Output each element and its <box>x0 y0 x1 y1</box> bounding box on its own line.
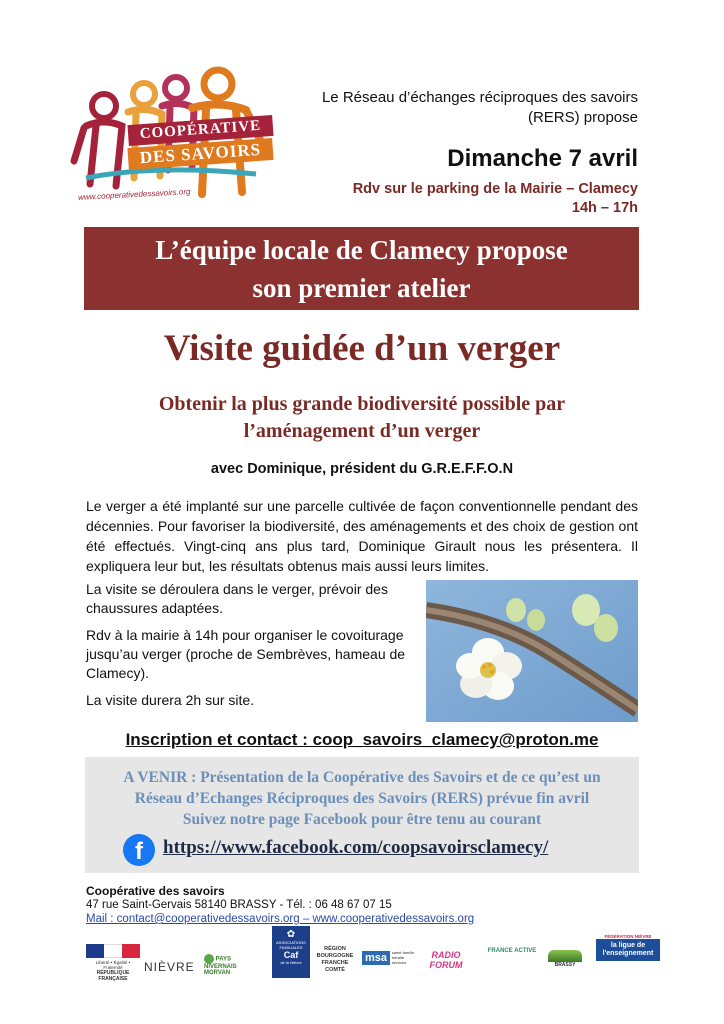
workshop-subtitle <box>0 391 724 445</box>
title-banner <box>84 227 639 310</box>
logo-url: www.cooperativedessavoirs.org <box>77 187 191 202</box>
partner-logos <box>86 930 666 980</box>
footer-org: Coopérative des savoirs <box>86 884 225 898</box>
caf-emblem-icon: ✿ <box>286 929 296 940</box>
meeting-time: 14h – 17h <box>571 200 638 216</box>
rf-name: RÉPUBLIQUE FRANÇAISE <box>96 970 130 982</box>
hills-icon <box>548 950 582 962</box>
upcoming-text <box>85 767 639 830</box>
logo-line1: COOPÉRATIVE <box>127 115 273 146</box>
facebook-icon: f <box>123 834 155 866</box>
subtitle-line2: l’aménagement d’un verger <box>243 420 481 442</box>
facebook-link[interactable]: https://www.facebook.com/coopsavoirsclamecy/ <box>163 837 549 858</box>
logo-wordmark <box>128 117 273 174</box>
footer <box>86 884 474 926</box>
rf-motto: Liberté • Égalité • Fraternité <box>95 960 131 970</box>
visit-shoes: La visite se déroulera dans le verger, prévoir des chaussures adaptées. <box>86 581 388 616</box>
region-bfc-logo: RÉGION BOURGOGNE FRANCHE COMTÉ <box>316 946 354 973</box>
pays-nivernais-logo: PAYS NIVERNAIS MORVAN <box>204 954 256 976</box>
upcoming-line2: Réseau d’Echanges Réciproques des Savoirs (RERS) prévue fin avril <box>134 790 590 807</box>
footer-site-link[interactable]: www.cooperativedessavoirs.org <box>312 913 475 925</box>
footer-address: 47 rue Saint-Gervais 58140 BRASSY - Tél. : 06 48 67 07 15 <box>86 899 392 911</box>
event-date: Dimanche 7 avril <box>447 145 638 172</box>
description-paragraph: Le verger a été implanté sur une parcelle cultivée de façon conventionnelle pendant des décennies. Pour favoriser la biodiversité, des aménagements et des choix de gestion ont été effectués. Vingt-cinq ans plus tard, Dominique Girault nous les présentera. Il expliquera leur but, les résultats obtenus mais aussi leurs limites. <box>86 498 638 574</box>
republique-francaise-logo <box>86 944 140 982</box>
radio-forum-logo: RADIO FORUM <box>429 950 463 970</box>
visit-carpool: Rdv à la mairie à 14h pour organiser le covoiturage jusqu’au verger (proche de Sembrèves, hameau de Clamecy). <box>86 627 406 681</box>
cooperative-logo <box>66 66 276 206</box>
cherry-blossom-icon <box>426 580 638 722</box>
upcoming-line1: A VENIR : Présentation de la Coopérative des Savoirs et de ce qu’est un <box>123 769 601 786</box>
banner-line2: son premier atelier <box>252 273 471 303</box>
ligue-enseignement-logo: FÉDÉRATION NIÈVRE la ligue de l'enseignement <box>596 934 660 961</box>
intro-text: Le Réseau d’échanges réciproques des savoirs (RERS) propose <box>321 89 638 126</box>
france-active-logo: FRANCE ACTIVE <box>487 948 537 954</box>
contact-line[interactable]: Inscription et contact : coop_savoirs_clamecy@proton.me <box>125 730 599 749</box>
visit-duration: La visite durera 2h sur site. <box>86 692 255 708</box>
visit-info <box>86 580 420 718</box>
caf-logo: ✿ ASSOCIATIONS FAMILIALES Caf de la Nièvre <box>272 926 310 978</box>
leaf-icon <box>204 954 214 964</box>
footer-mail-link[interactable]: Mail : contact@cooperativedessavoirs.org <box>86 913 300 925</box>
footer-separator: – <box>299 913 313 925</box>
upcoming-line3: Suivez notre page Facebook pour être tenu au courant <box>182 811 542 828</box>
subtitle-line1: Obtenir la plus grande biodiversité possible par <box>158 393 566 415</box>
speaker-line: avec Dominique, président du G.R.E.F.F.O.N <box>210 461 514 477</box>
meeting-location: Rdv sur le parking de la Mairie – Clamecy <box>352 181 638 197</box>
upcoming-box <box>85 757 639 873</box>
meeting-point <box>353 180 638 218</box>
tricolor-flag-icon <box>86 944 140 958</box>
brassy-logo: BRASSY <box>548 950 582 968</box>
workshop-title: Visite guidée d’un verger <box>163 328 561 369</box>
logo-line2: DES SAVOIRS <box>127 138 273 170</box>
footer-links <box>86 912 474 926</box>
banner-line1: L’équipe locale de Clamecy propose <box>155 235 568 265</box>
msa-logo: msa santé famille retraite services <box>362 950 416 965</box>
blossom-photo <box>426 580 638 722</box>
nievre-logo: NIÈVRE <box>144 960 195 974</box>
